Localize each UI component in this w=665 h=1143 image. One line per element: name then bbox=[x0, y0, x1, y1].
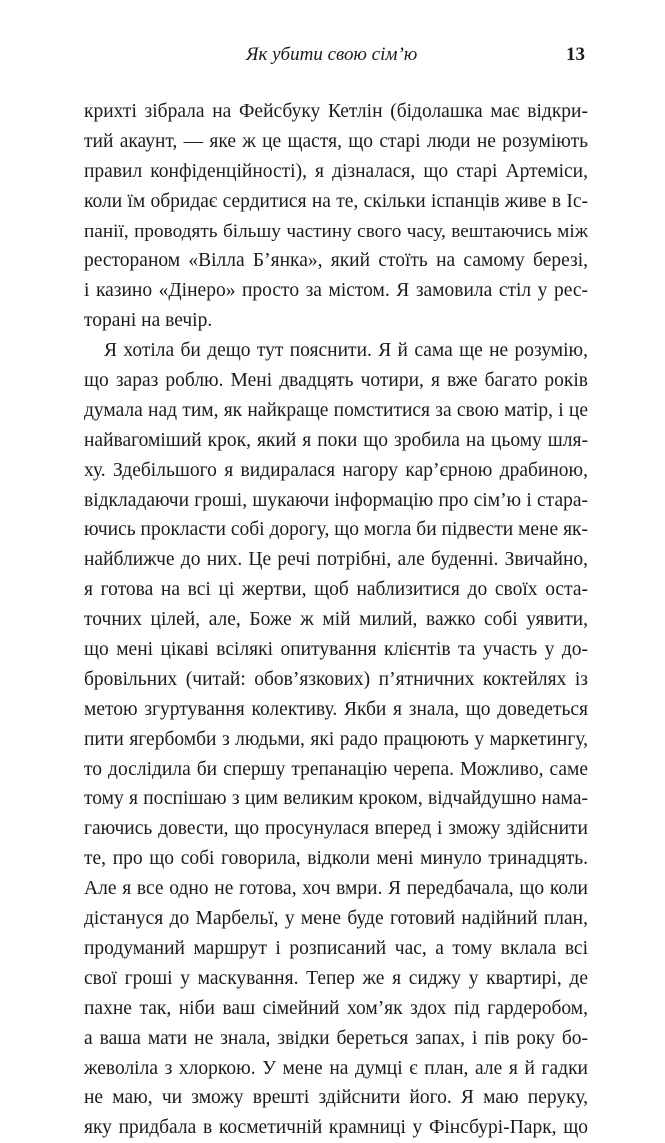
text-line: гаючись довести, що просунулася вперед і зможу здійснити bbox=[84, 818, 588, 840]
text-line: те, про що собі говорила, відколи мені минуло тринадцять. bbox=[84, 848, 588, 870]
body-text bbox=[84, 97, 588, 1143]
text-line: панії, проводять більшу частину свого часу, вештаючись між bbox=[84, 220, 588, 242]
text-line: найближче до них. Це речі потрібні, але буденні. Звичайно, bbox=[84, 549, 588, 571]
text-line: продуманий маршрут і розписаний час, а тому вклала всі bbox=[84, 937, 588, 959]
text-line: тому я поспішаю з цим великим кроком, відчайдушно нама- bbox=[84, 788, 588, 810]
text-line: правил конфіденційності), я дізналася, що старі Артеміси, bbox=[84, 160, 588, 182]
text-line: ючись прокласти собі дорогу, що могла би підвести мене як- bbox=[84, 519, 588, 541]
text-line: ху. Здебільшого я видиралася нагору кар’єрною драбиною, bbox=[84, 459, 588, 481]
text-line: пити ягербомби з людьми, які радо працюють у маркетингу, bbox=[84, 728, 588, 750]
text-line: не маю, чи зможу врешті здійснити його. Я маю перуку, bbox=[84, 1087, 588, 1109]
text-line: точних цілей, але, Боже ж мій милий, важко собі уявити, bbox=[84, 609, 588, 631]
running-header bbox=[0, 40, 665, 70]
text-line: найвагоміший крок, який я поки що зробила на цьому шля- bbox=[84, 429, 588, 451]
text-line: пахне так, ніби ваш сімейний хом’як здох під гардеробом, bbox=[84, 997, 588, 1019]
text-line: торані на вечір. bbox=[84, 310, 213, 332]
text-line: метою згуртування колективу. Якби я знала, що доведеться bbox=[84, 698, 588, 720]
page-number: 13 bbox=[566, 44, 585, 65]
text-line: рестораном «Вілла Б’янка», який стоїть на самому березі, bbox=[84, 250, 588, 272]
text-line: бровільних (читай: обов’язкових) п’ятничних коктейлях із bbox=[84, 668, 588, 690]
text-line: Я хотіла би дещо тут пояснити. Я й сама ще не розумію, bbox=[104, 340, 588, 362]
text-line: що мені цікаві всілякі опитування клієнтів та участь у до- bbox=[84, 639, 588, 661]
text-line: відкладаючи гроші, шукаючи інформацію про сім’ю і стара- bbox=[84, 489, 588, 511]
text-line: жеволіла з хлоркою. У мене на думці є план, але я й гадки bbox=[84, 1057, 588, 1079]
text-line: коли їм обридає сердитися на те, скільки іспанців живе в Іс- bbox=[84, 190, 588, 212]
text-line: крихті зібрала на Фейсбуку Кетлін (бідолашка має відкри- bbox=[84, 101, 588, 122]
paragraph-1 bbox=[84, 97, 588, 336]
text-line: то дослідила би спершу трепанацію черепа. Можливо, саме bbox=[84, 758, 588, 780]
text-line: дістануся до Марбельї, у мене буде готовий надійний план, bbox=[84, 908, 588, 930]
text-line: Але я все одно не готова, хоч вмри. Я передбачала, що коли bbox=[84, 878, 588, 900]
text-line: я готова на всі ці жертви, щоб наблизитися до своїх оста- bbox=[84, 579, 588, 601]
paragraph-2 bbox=[84, 336, 588, 1143]
running-title: Як убити свою сім’ю bbox=[246, 44, 418, 65]
text-line: що зараз роблю. Мені двадцять чотири, я вже багато років bbox=[84, 370, 588, 392]
text-line: свої гроші у маскування. Тепер же я сиджу у квартирі, де bbox=[84, 967, 588, 989]
text-line: думала над тим, як найкраще помститися за свою матір, і це bbox=[84, 399, 588, 421]
text-line: яку придбала в косметичній крамниці у Фінсбурі-Парк, що bbox=[84, 1117, 588, 1139]
text-line: тий акаунт, — яке ж це щастя, що старі люди не розуміють bbox=[84, 130, 588, 152]
text-line: і казино «Дінеро» просто за містом. Я замовила стіл у рес- bbox=[84, 280, 588, 302]
text-line: а ваша мати не знала, звідки береться запах, і пів року бо- bbox=[84, 1027, 588, 1049]
